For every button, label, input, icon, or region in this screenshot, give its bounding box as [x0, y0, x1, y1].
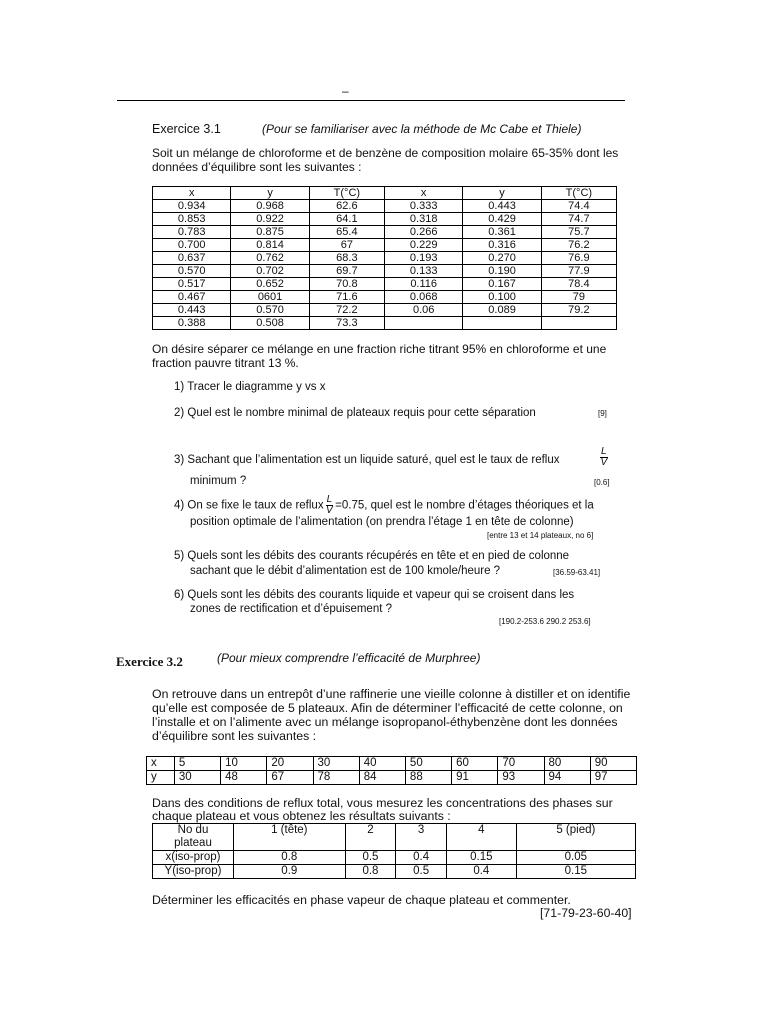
- table-row: [153, 304, 617, 317]
- equilibrium-table-chloroforme-benzene: [152, 186, 617, 330]
- header-dash: –: [342, 84, 349, 98]
- exercise-3-1-subtitle: (Pour se familiariser avec la méthode de Mc Cabe et Thiele): [262, 122, 582, 136]
- table-cell: 0.700: [153, 239, 231, 252]
- question-4-line-2: position optimale de l’alimentation (on prendra l’étage 1 en tête de colonne): [190, 516, 574, 528]
- table-row: [153, 252, 617, 265]
- exercise-3-2-intro-line-3: l’installe et on l’alimente avec un mélange isopropanol-éthybenzène dont les données: [152, 715, 618, 729]
- exercise-3-2-intro-line-2: qu’elle est composée de 5 plateaux. Afin de déterminer l’efficacité de cette colonne, on: [152, 701, 623, 715]
- column-header: 1 (tête): [234, 824, 346, 851]
- table-cell: 93: [498, 771, 544, 785]
- table-cell: 0.15: [446, 851, 516, 865]
- table-cell: 0.5: [396, 865, 447, 879]
- table-cell: 0.068: [384, 291, 462, 304]
- exercise-3-2-measure-line-1: Dans des conditions de reflux total, vous mesurez les concentrations des phases sur: [152, 796, 613, 810]
- table-cell: 0.4: [446, 865, 516, 879]
- table-cell: 10: [221, 757, 267, 771]
- table-cell: 78: [313, 771, 359, 785]
- header-line-2: plateau: [174, 837, 212, 849]
- table-cell: 30: [313, 757, 359, 771]
- table-cell: 0.934: [153, 200, 231, 213]
- table-cell: 0.15: [516, 865, 635, 879]
- table-cell: 80: [544, 757, 590, 771]
- table-cell: 91: [452, 771, 498, 785]
- header-line-1: No du: [177, 824, 209, 836]
- question-6-line-2: zones de rectification et d’épuisement ?: [190, 603, 393, 615]
- table-cell: 0.133: [384, 265, 462, 278]
- table-row: [153, 265, 617, 278]
- table-cell: 0.05: [516, 851, 635, 865]
- table-cell: 0.8: [345, 865, 396, 879]
- column-header: T(°C): [309, 187, 384, 200]
- plate-measurements-table: [152, 823, 636, 879]
- table-row: [153, 200, 617, 213]
- question-3-line-2: minimum ?: [190, 475, 247, 487]
- table-cell: 0.9: [234, 865, 346, 879]
- table-cell: 0.652: [231, 278, 309, 291]
- question-6-line-1: 6) Quels sont les débits des courants liquide et vapeur qui se croisent dans les: [174, 589, 575, 601]
- question-6-answer: [190.2-253.6 290.2 253.6]: [499, 617, 591, 626]
- fraction-numerator: L: [601, 446, 607, 457]
- table-row: [147, 757, 637, 771]
- table-header-row: [153, 187, 617, 200]
- table-cell: 79: [541, 291, 616, 304]
- table-cell: 79.2: [541, 304, 616, 317]
- table-row: [147, 771, 637, 785]
- table-cell: [463, 317, 541, 330]
- table-cell: 90: [590, 757, 636, 771]
- table-cell: 0.467: [153, 291, 231, 304]
- fraction-numerator: L: [326, 494, 333, 505]
- exercise-3-2-conclusion: Déterminer les efficacités en phase vapeur de chaque plateau et commenter.: [152, 893, 571, 907]
- table-cell: 0.508: [231, 317, 309, 330]
- table-cell: 88: [405, 771, 451, 785]
- column-header: 4: [446, 824, 516, 851]
- table-cell: 74.7: [541, 213, 616, 226]
- table-cell: 0.318: [384, 213, 462, 226]
- table-cell: 0.388: [153, 317, 231, 330]
- table-cell: 0.193: [384, 252, 462, 265]
- table-cell: [384, 317, 462, 330]
- table-row: [153, 226, 617, 239]
- table-cell: 0.429: [463, 213, 541, 226]
- table-cell: 0.229: [384, 239, 462, 252]
- table-cell: 0.517: [153, 278, 231, 291]
- table-row: [153, 213, 617, 226]
- table-cell: 40: [359, 757, 405, 771]
- table-cell: 0.4: [396, 851, 447, 865]
- column-header: x: [153, 187, 231, 200]
- question-5-answer: [36.59-63.41]: [553, 568, 601, 577]
- question-5-line-1: 5) Quels sont les débits des courants récupérés en tête et en pied de colonne: [174, 550, 570, 562]
- fraction-denominator: V: [326, 505, 333, 516]
- question-4-line-1: [174, 495, 594, 516]
- table-cell: 0.361: [463, 226, 541, 239]
- table-cell: 67: [267, 771, 313, 785]
- table-row: [153, 317, 617, 330]
- exercise-3-2-measure-line-2: chaque plateau et vous obtenez les résultats suivants :: [152, 809, 451, 823]
- question-2: 2) Quel est le nombre minimal de plateaux requis pour cette séparation: [174, 407, 536, 419]
- table-cell: 65.4: [309, 226, 384, 239]
- table-cell: 0.100: [463, 291, 541, 304]
- table-cell: 84: [359, 771, 405, 785]
- table-cell: 0.266: [384, 226, 462, 239]
- table-cell: 0.167: [463, 278, 541, 291]
- table-row: [153, 278, 617, 291]
- exercise-3-1-title: Exercice 3.1: [152, 122, 221, 136]
- table-row: [153, 239, 617, 252]
- table-cell: 0.814: [231, 239, 309, 252]
- table-cell: 0.316: [463, 239, 541, 252]
- table-cell: 68.3: [309, 252, 384, 265]
- exercise-3-2-title: Exercice 3.2: [116, 654, 183, 669]
- header-rule: [117, 100, 625, 101]
- table-cell: 69.7: [309, 265, 384, 278]
- question-4-answer: [entre 13 et 14 plateaux, no 6]: [487, 531, 594, 540]
- exercise-3-2-answer: [71-79-23-60-40]: [540, 906, 632, 920]
- column-header: T(°C): [541, 187, 616, 200]
- table-row: [153, 851, 636, 865]
- table-cell: 60: [452, 757, 498, 771]
- table-cell: 72.2: [309, 304, 384, 317]
- table-header-row: [153, 824, 636, 851]
- column-header: x: [384, 187, 462, 200]
- table-cell: 70: [498, 757, 544, 771]
- table-cell: 73.3: [309, 317, 384, 330]
- table-cell: 0.702: [231, 265, 309, 278]
- column-header: 5 (pied): [516, 824, 635, 851]
- table-cell: 0.06: [384, 304, 462, 317]
- table-cell: 94: [544, 771, 590, 785]
- table-cell: 0.116: [384, 278, 462, 291]
- table-cell: 30: [174, 771, 220, 785]
- table-cell: 97: [590, 771, 636, 785]
- table-cell: 76.9: [541, 252, 616, 265]
- exercise-3-1-goal-line-2: fraction pauvre titrant 13 %.: [152, 356, 299, 370]
- table-row: [153, 865, 636, 879]
- table-cell: 0.875: [231, 226, 309, 239]
- reflux-ratio-fraction: [326, 495, 334, 516]
- table-cell: 0.5: [345, 851, 396, 865]
- table-cell: 74.4: [541, 200, 616, 213]
- table-cell: 0.922: [231, 213, 309, 226]
- table-cell: 78.4: [541, 278, 616, 291]
- table-cell: 0.190: [463, 265, 541, 278]
- exercise-3-1-goal-line-1: On désire séparer ce mélange en une fraction riche titrant 95% en chloroforme et une: [152, 342, 607, 356]
- fraction-denominator: V: [600, 457, 608, 468]
- table-cell: 0.570: [231, 304, 309, 317]
- plate-number-header: [153, 824, 234, 851]
- table-cell: 75.7: [541, 226, 616, 239]
- table-cell: 76.2: [541, 239, 616, 252]
- table-cell: 71.6: [309, 291, 384, 304]
- exercise-3-1-intro-line-2: données d’équilibre sont les suivantes :: [152, 160, 362, 174]
- table-cell: 0601: [231, 291, 309, 304]
- question-3-line-1: 3) Sachant que l’alimentation est un liquide saturé, quel est le taux de reflux: [174, 454, 560, 466]
- table-cell: 0.089: [463, 304, 541, 317]
- table-cell: 5: [174, 757, 220, 771]
- table-cell: 62.6: [309, 200, 384, 213]
- column-header: y: [231, 187, 309, 200]
- table-cell: 0.443: [153, 304, 231, 317]
- exercise-3-1-intro-line-1: Soit un mélange de chloroforme et de benzène de composition molaire 65-35% dont les: [152, 146, 619, 160]
- question-1: 1) Tracer le diagramme y vs x: [174, 381, 326, 393]
- reflux-ratio-fraction: [600, 447, 608, 468]
- table-cell: 70.8: [309, 278, 384, 291]
- table-cell: 0.270: [463, 252, 541, 265]
- table-cell: 0.637: [153, 252, 231, 265]
- table-cell: 64.1: [309, 213, 384, 226]
- row-label: x: [147, 757, 175, 771]
- table-cell: 48: [221, 771, 267, 785]
- question-4-lead: 4) On se fixe le taux de reflux: [174, 499, 324, 512]
- question-5-line-2: sachant que le débit d’alimentation est de 100 kmole/heure ?: [190, 565, 501, 577]
- table-cell: [541, 317, 616, 330]
- table-cell: 67: [309, 239, 384, 252]
- table-cell: 0.762: [231, 252, 309, 265]
- column-header: 2: [345, 824, 396, 851]
- row-label: Y(iso-prop): [153, 865, 234, 879]
- question-2-answer: [9]: [598, 409, 607, 418]
- table-cell: 0.783: [153, 226, 231, 239]
- table-cell: 0.968: [231, 200, 309, 213]
- table-cell: 0.8: [234, 851, 346, 865]
- column-header: 3: [396, 824, 447, 851]
- table-cell: 20: [267, 757, 313, 771]
- row-label: x(iso-prop): [153, 851, 234, 865]
- equilibrium-table-isopropanol: [146, 756, 637, 785]
- row-label: y: [147, 771, 175, 785]
- question-3-answer: [0.6]: [594, 478, 610, 487]
- table-cell: 0.333: [384, 200, 462, 213]
- table-cell: 0.570: [153, 265, 231, 278]
- exercise-3-2-intro-line-4: d’équilibre sont les suivantes :: [152, 729, 317, 743]
- table-cell: 50: [405, 757, 451, 771]
- table-cell: 77.9: [541, 265, 616, 278]
- exercise-3-2-subtitle: (Pour mieux comprendre l’efficacité de Murphree): [217, 651, 481, 665]
- table-cell: 0.443: [463, 200, 541, 213]
- exercise-3-2-intro-line-1: On retrouve dans un entrepôt d’une raffinerie une vieille colonne à distiller et on identifie: [152, 687, 631, 701]
- table-cell: 0.853: [153, 213, 231, 226]
- column-header: y: [463, 187, 541, 200]
- table-row: [153, 291, 617, 304]
- question-4-tail: =0.75, quel est le nombre d’étages théoriques et la: [335, 499, 594, 512]
